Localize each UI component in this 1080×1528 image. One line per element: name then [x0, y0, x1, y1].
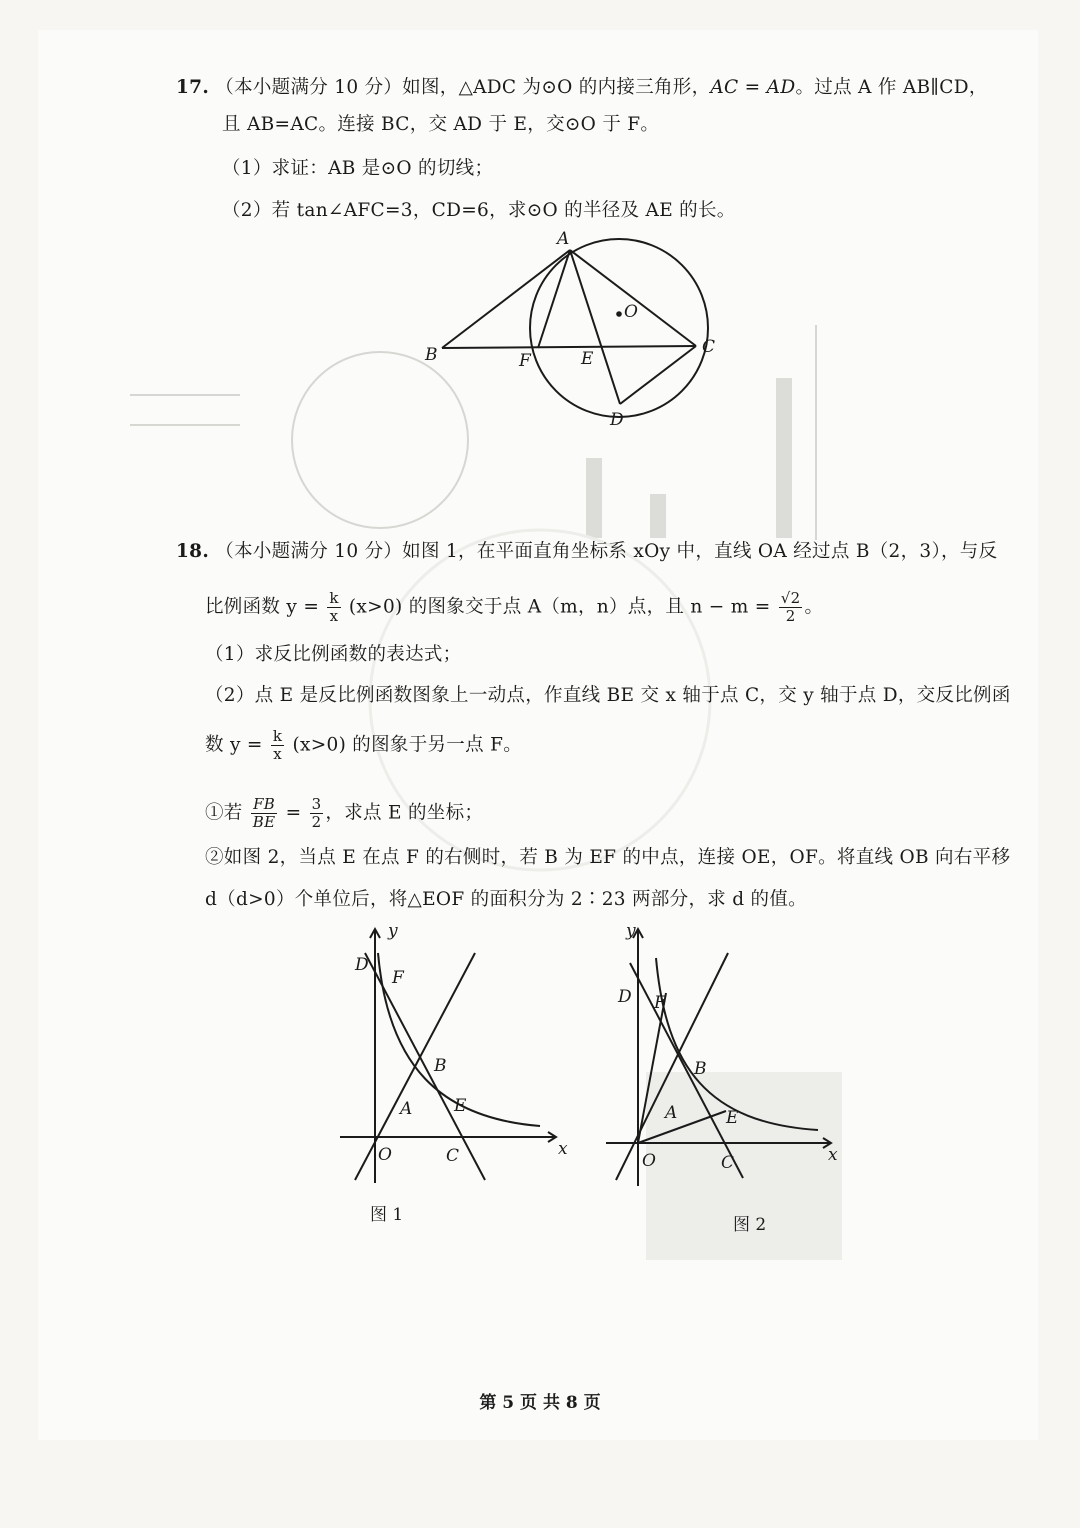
label-c: C	[702, 337, 716, 357]
figure-2	[598, 918, 848, 1190]
frac2-denominator-x: x	[273, 745, 282, 763]
fig2-label-y: y	[626, 921, 636, 941]
frac-denominator-be: BE	[252, 813, 276, 831]
frac-numerator-fb: FB	[251, 796, 278, 814]
fig1-label-c: C	[446, 1146, 460, 1166]
fig2-segment-oe	[638, 1111, 726, 1143]
frac-numerator-3: 3	[311, 795, 322, 813]
q18-number: 18.	[176, 541, 210, 562]
fraction-3-over-2	[310, 796, 324, 831]
label-d: D	[610, 410, 624, 430]
q18-intro: （本小题满分 10 分）如图 1，在平面直角坐标系 xOy 中，直线 OA 经过点 B（2，3），与反	[215, 541, 998, 562]
page-number-footer: 第 5 页 共 8 页	[479, 1393, 601, 1413]
q17-intro: （本小题满分 10 分）如图，△ADC 为⊙O 的内接三角形，	[215, 77, 711, 98]
q18-sub1-end: ，求点 E 的坐标；	[325, 802, 484, 824]
q18-sub1	[205, 796, 483, 831]
fraction-sqrt2-over-2	[779, 590, 803, 625]
q17-line1	[176, 76, 988, 100]
fig2-label-e: E	[726, 1108, 739, 1128]
segment-ab	[442, 250, 570, 348]
q18-line2	[205, 590, 823, 625]
q18-part2-line2	[205, 728, 522, 763]
fig2-label-d: D	[618, 987, 632, 1007]
fraction-k-over-x	[327, 590, 340, 625]
frac-denominator-2: 2	[785, 607, 796, 625]
fig1-label-x: x	[558, 1139, 568, 1159]
q17-part1: （1）求证：AB 是⊙O 的切线；	[222, 158, 494, 179]
q17-number: 17.	[176, 77, 210, 98]
circle-o	[530, 239, 708, 417]
fig1-label-o: O	[378, 1145, 392, 1165]
fig1-label-d: D	[355, 955, 369, 975]
q18-sub1-pre: ①若	[205, 802, 243, 824]
segment-dc	[620, 346, 696, 404]
label-a: A	[557, 229, 570, 249]
figure-1	[330, 918, 580, 1190]
q17-part2: （2）若 tan∠AFC=3，CD=6，求⊙O 的半径及 AE 的长。	[222, 200, 736, 221]
fig2-label-x: x	[828, 1145, 838, 1165]
q17-circle-figure	[400, 228, 740, 433]
q18-part2-line2-end: (x>0) 的图象于另一点 F。	[292, 734, 523, 756]
label-o: O	[624, 302, 638, 322]
fig2-line-ob	[616, 953, 728, 1180]
q18-part2-line2-pre: 数 y =	[205, 734, 263, 756]
frac-denominator-2b: 2	[311, 813, 322, 831]
fig1-label-a: A	[400, 1099, 413, 1119]
frac-numerator-k: k	[329, 589, 339, 607]
q17-line2: 且 AB=AC。连接 BC，交 AD 于 E，交⊙O 于 F。	[222, 114, 660, 135]
q18-part1: （1）求反比例函数的表达式；	[205, 644, 462, 665]
fig1-label-y: y	[388, 921, 398, 941]
q18-sub1-equals: =	[285, 802, 302, 824]
q18-line2-mid: (x>0) 的图象交于点 A（m，n）点，且 n − m =	[348, 596, 771, 618]
q18-part2-line1: （2）点 E 是反比例函数图象上一动点，作直线 BE 交 x 轴于点 C，交 y 轴于点 D，交反比例函	[205, 685, 1011, 706]
fig1-label-b: B	[434, 1056, 447, 1076]
fig2-line-dc	[630, 963, 743, 1178]
fig2-hyperbola	[656, 958, 818, 1130]
label-b: B	[425, 345, 438, 365]
segment-ad	[570, 250, 620, 404]
q18-line2-end: 。	[804, 596, 824, 618]
fig2-label-o: O	[642, 1151, 656, 1171]
fig2-label-a: A	[665, 1103, 678, 1123]
fig2-caption: 图 2	[733, 1215, 767, 1235]
q18-line2-pre: 比例函数 y =	[205, 596, 320, 618]
fig2-segment-of	[638, 993, 666, 1143]
q18-line1	[176, 540, 997, 564]
fig2-label-c: C	[721, 1153, 735, 1173]
fraction-k-over-x-2	[271, 728, 284, 763]
fig1-label-e: E	[454, 1096, 467, 1116]
q17-intro-tail: 。过点 A 作 AB∥CD，	[795, 77, 988, 98]
center-point-o	[616, 311, 622, 317]
segment-ac	[570, 250, 696, 346]
label-e: E	[581, 349, 594, 369]
frac-denominator-x: x	[329, 607, 339, 625]
q17-arc-condition: AC = AD	[710, 77, 796, 98]
frac-numerator-sqrt2: √2	[780, 589, 801, 607]
fig2-label-f: F	[654, 993, 666, 1013]
q18-sub2-line1: ②如图 2，当点 E 在点 F 的右侧时，若 B 为 EF 的中点，连接 OE，OF。将直线 OB 向右平移	[205, 847, 1011, 868]
q18-sub2-line2: d（d>0）个单位后，将△EOF 的面积分为 2∶23 两部分，求 d 的值。	[205, 889, 807, 910]
fraction-fb-over-be	[251, 796, 278, 831]
fig2-label-b: B	[694, 1059, 707, 1079]
segment-bc	[442, 346, 696, 348]
fig1-label-f: F	[392, 968, 404, 988]
label-f: F	[519, 351, 531, 371]
fig1-caption: 图 1	[370, 1205, 404, 1225]
frac2-numerator-k: k	[272, 727, 283, 745]
segment-af	[538, 250, 570, 348]
